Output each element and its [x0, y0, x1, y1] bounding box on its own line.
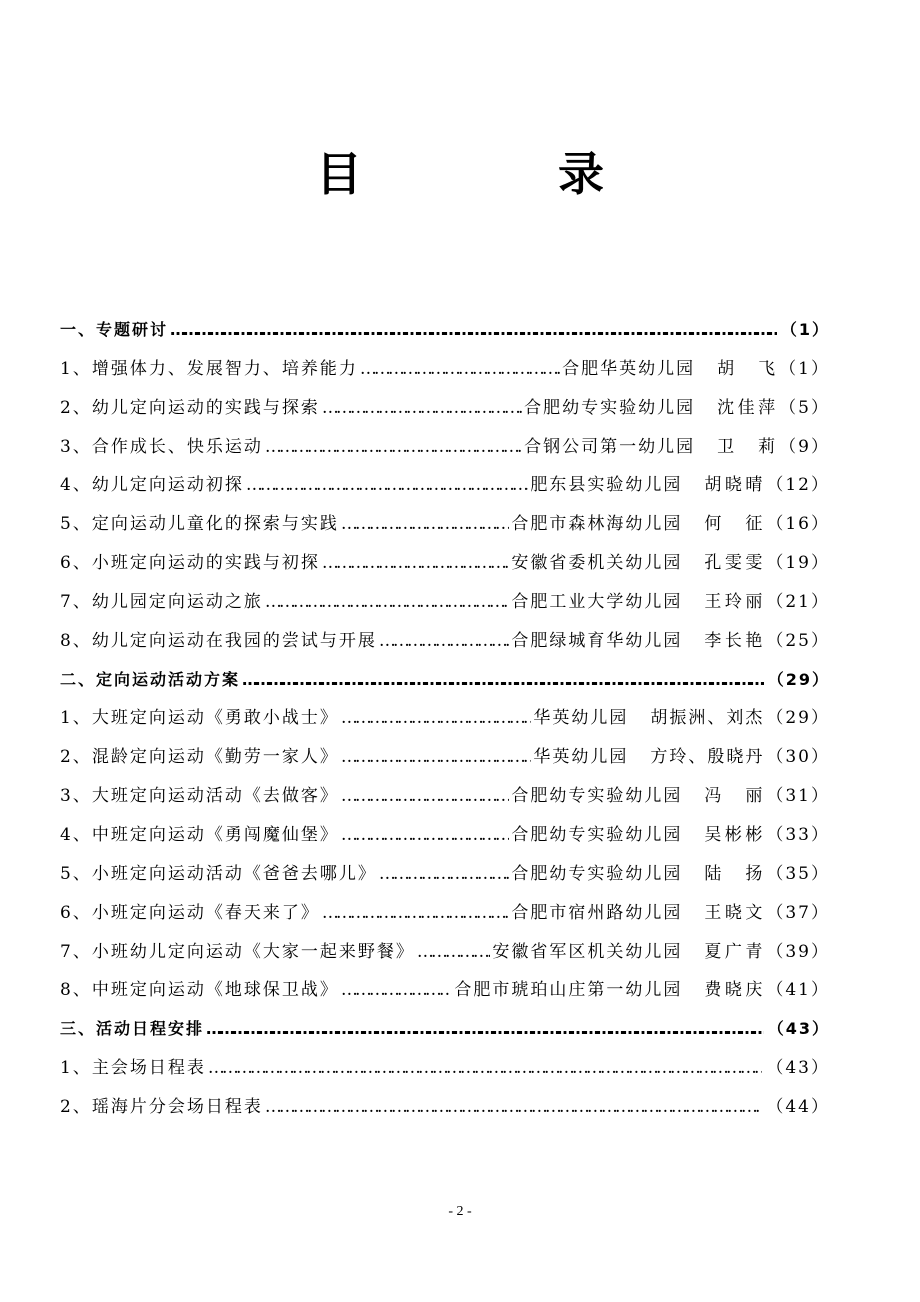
dot-leader	[265, 583, 510, 622]
page-number: （25）	[766, 630, 830, 651]
entry-author: 沈佳萍	[717, 397, 778, 418]
dot-leader	[360, 350, 560, 389]
entry-school: 华英幼儿园	[533, 708, 629, 729]
entry-author: 夏广青	[704, 941, 765, 962]
entry-title: 3、合作成长、快乐运动	[60, 436, 263, 457]
entry-title: 3、大班定向运动活动《去做客》	[60, 786, 339, 807]
section-label: 一、专题研讨	[60, 320, 169, 339]
toc-entry[interactable]	[60, 933, 830, 972]
entry-title: 1、大班定向运动《勇敢小战士》	[60, 708, 339, 729]
page-number: （30）	[766, 747, 830, 768]
dot-leader	[206, 1010, 764, 1049]
entry-title: 7、幼儿园定向运动之旅	[60, 591, 263, 612]
entry-title: 1、增强体力、发展智力、培养能力	[60, 358, 358, 379]
dot-leader	[242, 661, 764, 700]
entry-school: 合肥绿城育华幼儿园	[511, 630, 683, 651]
page-number: （21）	[766, 591, 830, 612]
entry-school: 合肥幼专实验幼儿园	[511, 824, 683, 845]
page-number: （1）	[779, 358, 830, 379]
entry-author: 卫莉	[717, 436, 778, 457]
entry-school: 安徽省委机关幼儿园	[511, 553, 683, 574]
page-number: （5）	[779, 397, 830, 418]
toc-entry[interactable]	[60, 428, 830, 467]
entry-school: 合肥市琥珀山庄第一幼儿园	[454, 980, 683, 1001]
entry-title: 2、混龄定向运动《勤劳一家人》	[60, 747, 339, 768]
dot-leader	[322, 894, 510, 933]
page-number: （43）	[766, 1058, 830, 1079]
toc-entry[interactable]	[60, 505, 830, 544]
toc-section-heading[interactable]	[60, 661, 830, 700]
entry-school: 合肥幼专实验幼儿园	[511, 863, 683, 884]
entry-author: 胡振洲、刘杰	[650, 708, 765, 729]
entry-title: 2、瑶海片分会场日程表	[60, 1096, 263, 1117]
entry-author: 王晓文	[704, 902, 765, 923]
entry-school: 合肥工业大学幼儿园	[511, 591, 683, 612]
page-number: （1）	[780, 320, 830, 339]
entry-title: 2、幼儿定向运动的实践与探索	[60, 397, 320, 418]
entry-title: 6、小班定向运动的实践与初探	[60, 553, 320, 574]
toc-entry[interactable]	[60, 855, 830, 894]
toc-entry[interactable]	[60, 894, 830, 933]
page-number: （9）	[779, 436, 830, 457]
toc-entry[interactable]	[60, 544, 830, 583]
toc-entry[interactable]	[60, 466, 830, 505]
entry-school: 合肥华英幼儿园	[562, 358, 696, 379]
dot-leader	[208, 1049, 763, 1088]
dot-leader	[322, 544, 510, 583]
entry-school: 合肥市宿州路幼儿园	[511, 902, 683, 923]
entry-author: 胡飞	[717, 358, 778, 379]
page-number: （39）	[766, 941, 830, 962]
dot-leader	[322, 389, 522, 428]
entry-title: 7、小班幼儿定向运动《大家一起来野餐》	[60, 941, 415, 962]
dot-leader	[265, 1088, 763, 1127]
toc-entry[interactable]	[60, 971, 830, 1010]
entry-title: 6、小班定向运动《春天来了》	[60, 902, 320, 923]
dot-leader	[265, 428, 522, 467]
dot-leader	[341, 816, 510, 855]
toc-section-heading[interactable]	[60, 311, 830, 350]
entry-school: 肥东县实验幼儿园	[530, 475, 683, 496]
dot-leader	[341, 699, 532, 738]
entry-author: 吴彬彬	[704, 824, 765, 845]
toc-entry[interactable]	[60, 1049, 830, 1088]
toc-entry[interactable]	[60, 777, 830, 816]
entry-school: 合肥幼专实验幼儿园	[524, 397, 696, 418]
entry-title: 1、主会场日程表	[60, 1058, 206, 1079]
dot-leader	[379, 622, 510, 661]
toc-entry[interactable]	[60, 1088, 830, 1127]
dot-leader	[246, 466, 529, 505]
entry-author: 王玲丽	[704, 591, 765, 612]
dot-leader	[417, 933, 491, 972]
toc-entry[interactable]	[60, 699, 830, 738]
toc-section-heading[interactable]	[60, 1010, 830, 1049]
entry-school: 合钢公司第一幼儿园	[524, 436, 696, 457]
entry-school: 合肥幼专实验幼儿园	[511, 786, 683, 807]
entry-title: 5、小班定向运动活动《爸爸去哪儿》	[60, 863, 377, 884]
table-of-contents	[60, 311, 830, 1127]
toc-entry[interactable]	[60, 350, 830, 389]
page-number: （41）	[766, 980, 830, 1001]
toc-entry[interactable]	[60, 389, 830, 428]
entry-title: 4、中班定向运动《勇闯魔仙堡》	[60, 824, 339, 845]
page-number: （35）	[766, 863, 830, 884]
toc-entry[interactable]	[60, 583, 830, 622]
page-number: （37）	[766, 902, 830, 923]
section-label: 三、活动日程安排	[60, 1019, 205, 1039]
page-number: （16）	[766, 514, 830, 535]
page-title: 目 录	[315, 147, 694, 201]
section-label: 二、定向运动活动方案	[60, 669, 241, 689]
page-number: （29）	[767, 669, 830, 689]
entry-title: 8、幼儿定向运动在我园的尝试与开展	[60, 630, 377, 651]
dot-leader	[341, 971, 453, 1010]
dot-leader	[341, 738, 532, 777]
entry-author: 冯丽	[704, 786, 765, 807]
page-number: （31）	[766, 786, 830, 807]
entry-author: 陆扬	[704, 863, 765, 884]
entry-school: 华英幼儿园	[533, 747, 629, 768]
toc-entry[interactable]	[60, 622, 830, 661]
page-number: （29）	[766, 708, 830, 729]
entry-author: 方玲、殷晓丹	[650, 747, 765, 768]
dot-leader	[341, 505, 510, 544]
entry-author: 费晓庆	[704, 980, 765, 1001]
entry-title: 8、中班定向运动《地球保卫战》	[60, 980, 339, 1001]
entry-author: 胡晓晴	[704, 475, 765, 496]
entry-title: 4、幼儿定向运动初探	[60, 475, 244, 496]
entry-author: 李长艳	[704, 630, 765, 651]
page-number: （19）	[766, 553, 830, 574]
page-number: （44）	[766, 1096, 830, 1117]
toc-entry[interactable]	[60, 816, 830, 855]
entry-author: 何征	[704, 514, 765, 535]
page-number: （12）	[766, 475, 830, 496]
entry-school: 合肥市森林海幼儿园	[511, 514, 683, 535]
page-number: （43）	[767, 1019, 830, 1039]
toc-entry[interactable]	[60, 738, 830, 777]
entry-school: 安徽省军区机关幼儿园	[492, 941, 683, 962]
page-footer-number: - 2 -	[448, 1204, 472, 1219]
page-number: （33）	[766, 824, 830, 845]
entry-author: 孔雯雯	[704, 553, 765, 574]
entry-title: 5、定向运动儿童化的探索与实践	[60, 514, 339, 535]
dot-leader	[341, 777, 510, 816]
dot-leader	[379, 855, 510, 894]
dot-leader	[170, 311, 777, 350]
